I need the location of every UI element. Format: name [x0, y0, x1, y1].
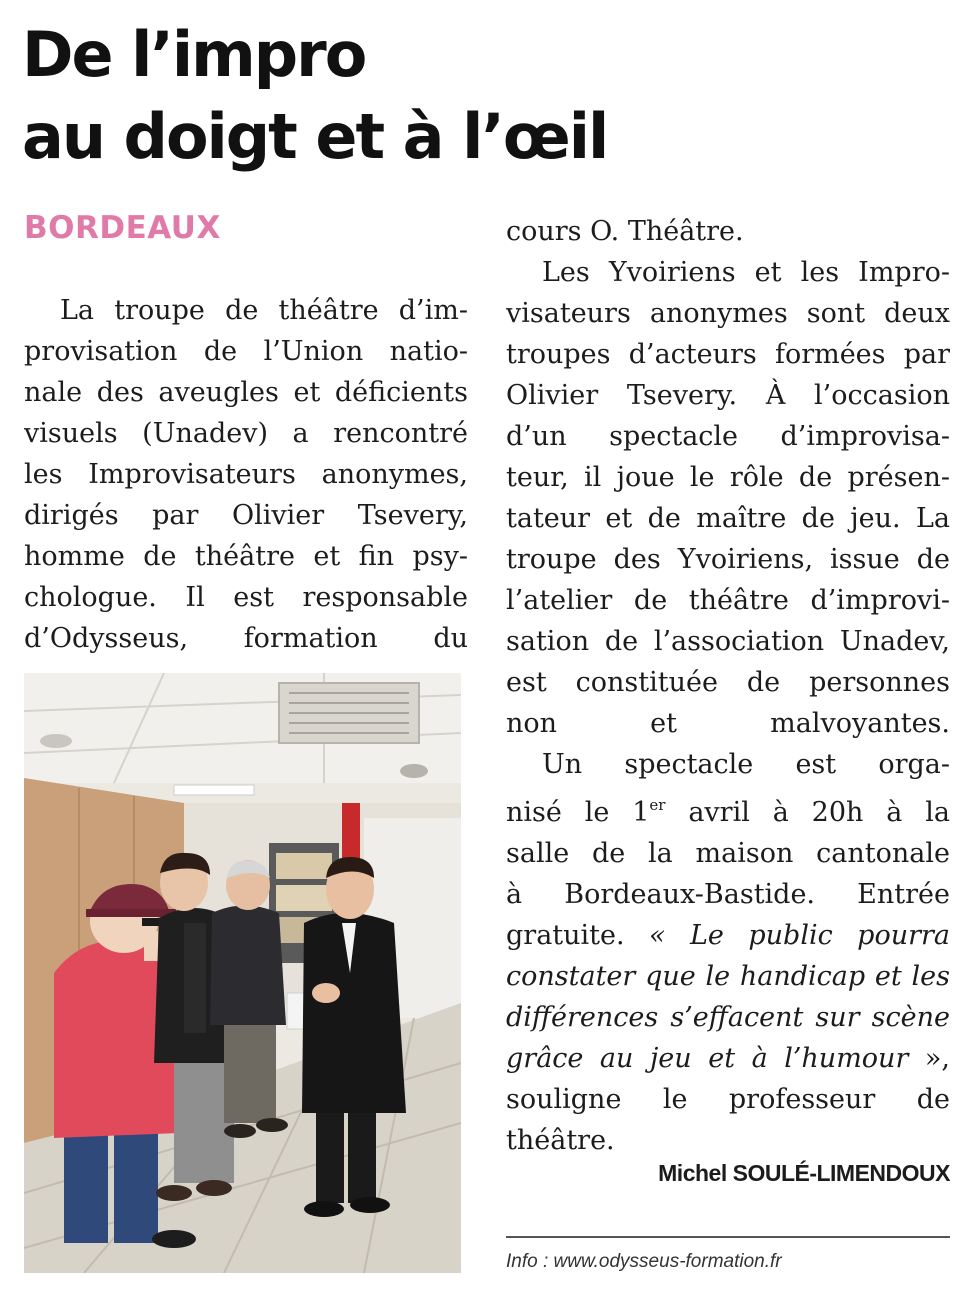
right-lines-p2-line: d’un spectacle d’improvisa- — [506, 421, 950, 452]
show-line-9: souligne le professeur de — [506, 1084, 950, 1115]
title-line-1: De l’impro — [22, 18, 366, 91]
show-line-2 — [506, 785, 950, 833]
paragraph-intro-end — [506, 211, 950, 252]
quote-line-4 — [506, 1038, 950, 1079]
right-lines-p2-line: l’atelier de théâtre d’improvi- — [506, 585, 950, 616]
left-column — [24, 290, 468, 659]
right-column — [506, 211, 950, 1161]
right-lines-p2-line: non et malvoyantes. — [506, 708, 950, 739]
left-lines-line: les Improvisateurs anonymes, — [24, 459, 468, 490]
show-line-5 — [506, 915, 950, 956]
quote-line-2: constater que le handicap et les — [506, 961, 950, 992]
quote-start: « Le public pourra — [649, 920, 950, 951]
show-line-2-a: nisé le 1 — [506, 797, 650, 828]
author-byline: Michel SOULÉ-LIMENDOUX — [658, 1160, 950, 1186]
left-lines-line: provisation de l’Union natio- — [24, 336, 468, 367]
location-kicker: BORDEAUX — [24, 210, 221, 246]
right-lines-p1-line: cours O. Théâtre. — [506, 216, 744, 247]
right-lines-p2-line: teur, il joue le rôle de présen- — [506, 462, 950, 493]
show-line-4: à Bordeaux-Bastide. Entrée — [506, 879, 950, 910]
left-lines-line: nale des aveugles et déficients — [24, 377, 468, 408]
right-lines-p2-line: visateurs anonymes sont deux — [506, 298, 950, 329]
left-lines-line: La troupe de théâtre d’im- — [60, 295, 468, 326]
right-lines-p2-line: sation de l’association Unadev, — [506, 626, 950, 657]
paragraph-troupes — [506, 252, 950, 744]
article-photo — [24, 673, 461, 1273]
title-line-2: au doigt et à l’œil — [22, 100, 608, 173]
right-lines-p2-line: Les Yvoiriens et les Impro- — [542, 257, 950, 288]
right-lines-p2-line: est constituée de personnes — [506, 667, 950, 698]
right-lines-p2-line: troupe des Yvoiriens, issue de — [506, 544, 950, 575]
footer-rule — [506, 1236, 950, 1238]
left-lines-line: chologue. Il est responsable — [24, 582, 468, 613]
show-line-2-b: avril à 20h à la — [665, 797, 950, 828]
left-lines-line: d’Odysseus, formation du — [24, 623, 468, 654]
paragraph-intro — [24, 290, 468, 659]
right-lines-p2-line: Olivier Tsevery. À l’occasion — [506, 380, 950, 411]
show-line-1: Un spectacle est orga- — [542, 749, 950, 780]
quote-line-3: différences s’effacent sur scène — [506, 1002, 950, 1033]
paragraph-show — [506, 744, 950, 1161]
group-photo-icon — [24, 673, 461, 1273]
show-line-5-a: gratuite. — [506, 920, 650, 951]
info-link[interactable]: Info : www.odysseus-formation.fr — [506, 1251, 782, 1272]
show-line-10: théâtre. — [506, 1125, 615, 1156]
show-line-3: salle de la maison cantonale — [506, 838, 950, 869]
quote-end: grâce au jeu et à l’humour — [506, 1043, 909, 1074]
left-lines-line: dirigés par Olivier Tsevery, — [24, 500, 468, 531]
right-lines-p2-line: tateur et de maître de jeu. La — [506, 503, 950, 534]
quote-close: », — [908, 1043, 950, 1074]
right-lines-p2-line: troupes d’acteurs formées par — [506, 339, 950, 370]
ordinal-sup: er — [649, 796, 666, 814]
left-lines-line: visuels (Unadev) a rencontré — [24, 418, 468, 449]
left-lines-line: homme de théâtre et fin psy- — [24, 541, 468, 572]
article-title — [22, 14, 952, 178]
